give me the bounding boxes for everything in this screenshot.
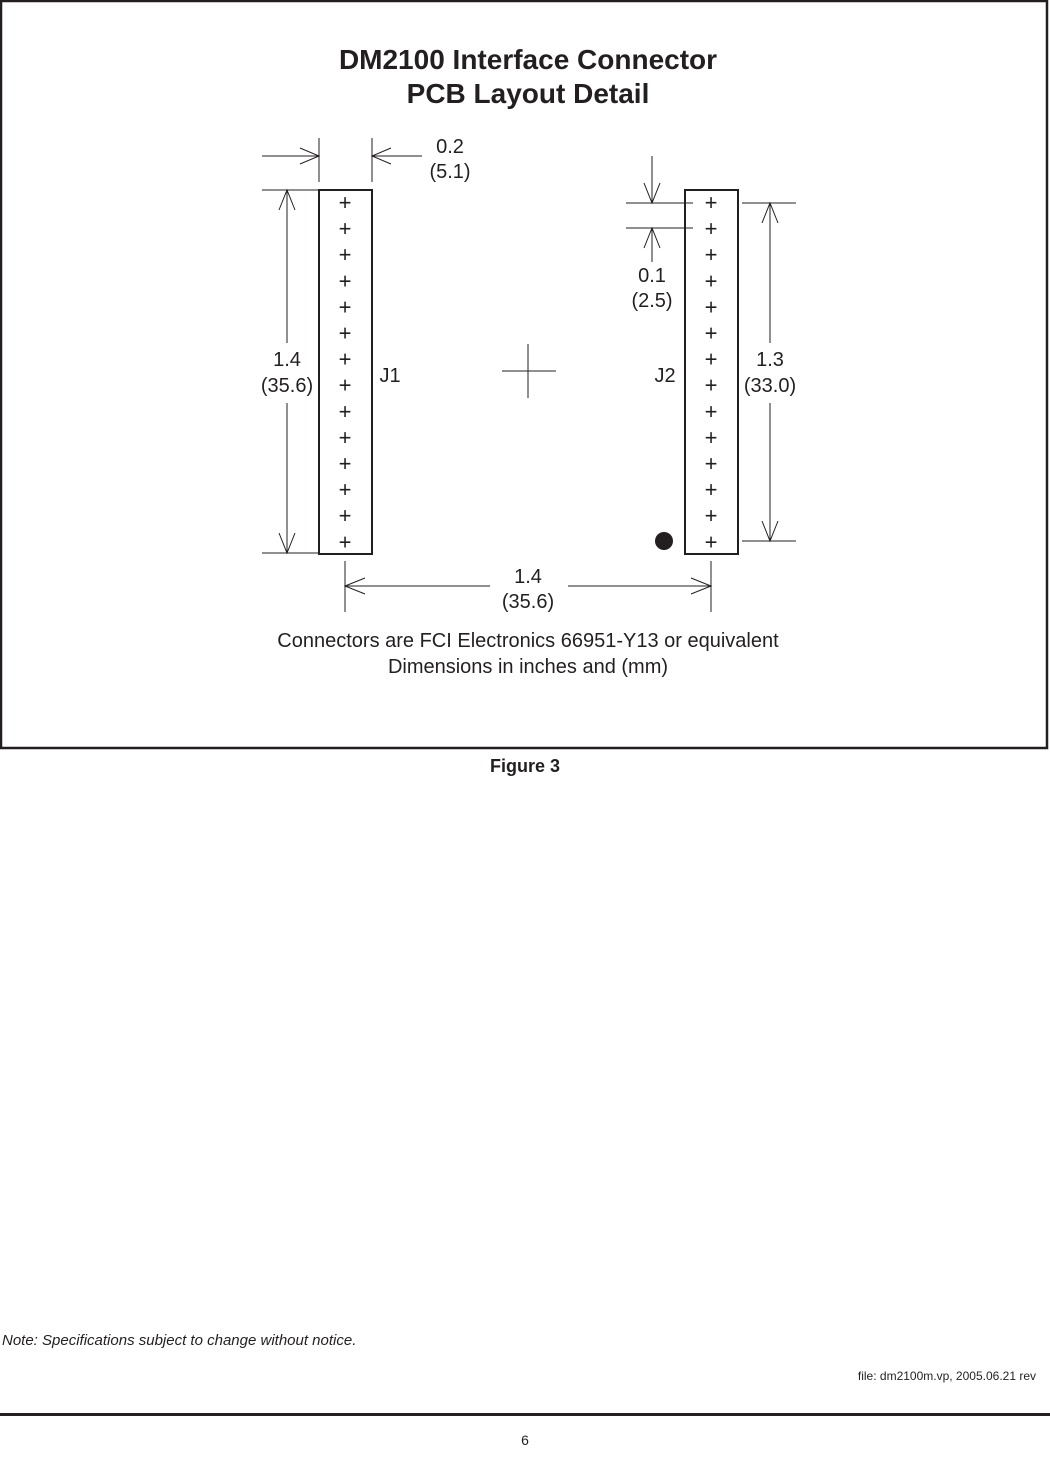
file-info: file: dm2100m.vp, 2005.06.21 rev	[857, 1369, 1036, 1383]
j2-pin-8: +	[704, 372, 718, 398]
j2-pin-column	[705, 190, 718, 554]
j1-pin-3: +	[338, 242, 352, 268]
dim-j2-span	[742, 203, 796, 541]
dim-pin-offset-inches: 0.2	[436, 136, 464, 158]
j2-pin-13: +	[704, 503, 718, 529]
j2-pin-6: +	[704, 320, 718, 346]
dim-j1-length	[262, 190, 319, 553]
dim-j1-length-inches: 1.4	[273, 349, 301, 371]
j1-pin-2: +	[338, 216, 352, 242]
j1-pin-7: +	[338, 346, 352, 372]
dim-spacing-mm: (35.6)	[501, 591, 555, 613]
j2-pin-2: +	[704, 216, 718, 242]
j1-pin-5: +	[338, 294, 352, 320]
j1-pin-1: +	[338, 190, 352, 215]
j1-pin-11: +	[338, 451, 352, 476]
j2-label: J2	[654, 365, 676, 387]
dim-pin-pitch	[626, 156, 693, 262]
j1-pin-14: +	[338, 529, 352, 555]
dim-pin-pitch-mm: (2.5)	[631, 290, 673, 312]
j1-pin-12: +	[338, 477, 352, 503]
j1-pin-10: +	[338, 424, 352, 450]
pin1-marker	[655, 532, 673, 550]
j1-pin-column	[339, 190, 352, 554]
j2-pin-12: +	[704, 477, 718, 503]
dim-pin-pitch-inches: 0.1	[638, 265, 666, 287]
j2-pin-3: +	[704, 242, 718, 268]
j2-pin-9: +	[704, 398, 718, 424]
dim-j2-span-inches: 1.3	[756, 349, 784, 371]
j1-label: J1	[379, 365, 401, 387]
j1-pin-8: +	[338, 372, 352, 398]
connector-note: Connectors are FCI Electronics 66951-Y13 or equivalent	[277, 630, 779, 652]
j2-pin-4: +	[704, 268, 718, 294]
j1-pin-13: +	[338, 503, 352, 529]
dimension-units-note: Dimensions in inches and (mm)	[387, 656, 669, 678]
j2-pin-5: +	[704, 294, 718, 320]
dim-j2-span-mm: (33.0)	[743, 375, 797, 397]
dim-j1-length-mm: (35.6)	[260, 375, 314, 397]
disclaimer-note: Note: Specifications subject to change without notice.	[2, 1332, 357, 1349]
j2-pin-14: +	[704, 529, 718, 555]
footer-rule	[0, 1413, 1050, 1416]
j2-pin-7: +	[704, 346, 718, 372]
figure-title-line1: DM2100 Interface Connector	[338, 44, 718, 75]
j1-pin-9: +	[338, 398, 352, 424]
figure-caption: Figure 3	[489, 756, 560, 776]
dim-spacing-inches: 1.4	[514, 566, 542, 588]
j1-pin-6: +	[338, 320, 352, 346]
j2-pin-1: +	[704, 190, 718, 215]
page-number: 6	[521, 1432, 529, 1448]
dim-pin-offset-mm: (5.1)	[429, 161, 471, 183]
j2-pin-11: +	[704, 451, 718, 476]
center-crosshair	[502, 344, 556, 398]
j1-pin-4: +	[338, 268, 352, 294]
dim-pin-offset	[262, 138, 422, 182]
j2-pin-10: +	[704, 424, 718, 450]
figure-title-line2: PCB Layout Detail	[406, 78, 650, 109]
